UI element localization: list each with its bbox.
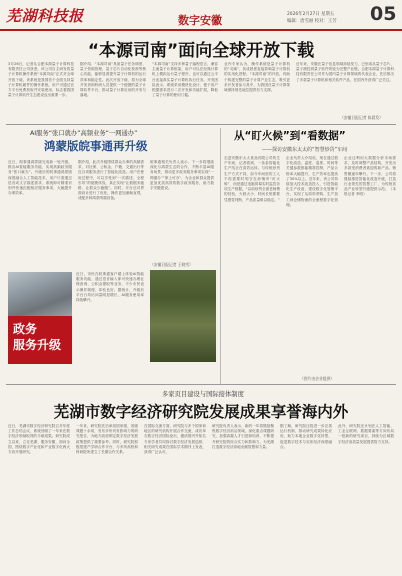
left-story-column-2: 据介绍，此次升级围绕群众办事的高频需求，对社保、公积金、户籍、交通出行等近百项服务进行了智能化改造。用户在使用过程中，可以享受到“一次描述、全程引导”的便捷体验，真正实现“让数据多跑路、让群众少跑腿”。同时，平台还对界面设计进行了优化，操作更加流畅直观，适配多种鸿蒙终端设备。	[78, 160, 144, 201]
lead-headline: “本源司南”面向全球开放下载	[87, 41, 315, 61]
left-story-column-1: 近日，皖事通鸿蒙版完成新一轮升级，推出AI智能服务功能，实现高频政务服务“张口就办”。升级后的皖事通鸿蒙版深度融合人工智能技术，用户只需通过语音或文字描述需求，系统即可精准识别并快速匹配相应服务事项，大幅提升办事效率。	[8, 160, 72, 196]
right-story-column-1: 走进安徽东太太食品有限公司的生产车间，记者看到，一条条智能化生产线正在高效运转。与传统炒货生产方式不同，如今车间里的工人不再需要时刻守在炒锅旁“盯火候”，而是通过电脑屏幕实时监控各项生产数据。“以前炒货全靠老师傅的经验，火候大小、时间长短都要凭感觉判断，产品质量难以稳定。”	[224, 156, 280, 202]
lead-column-1: 3月26日，记者从合肥本源量子计算科技有限责任公司获悉，该公司自主研发的量子计算机操作系统“本源司南”正式对全球开放下载。该系统是我国首个全面支持量子计算机硬件的操作系统，用户可通过官方平台免费获取并安装使用，标志着我国量子计算软件生态建设迈出重要一步。	[8, 62, 74, 98]
section-title: 数字安徽	[178, 14, 222, 27]
inset-headline-line-1: 政务	[13, 322, 38, 336]
inset-headline-line-2: 服务升级	[13, 338, 62, 352]
bottom-story-column-2: 一年来，研究院先后承担国家级、省级课题十余项，发布多份具有影响力的研究报告，为地方政府制定数字经济发展政策提供了重要参考。同时，研究院积极搭建产学研合作平台，与多所高校和科研院所建立了长期合作关系。	[76, 424, 138, 455]
bottom-story-column-6: 此外，研究院还计划在人工智能、工业互联网、数据要素等方向布局一批新的研究项目，持续为区域数字经济高质量发展提供智力支持。	[338, 424, 394, 444]
lead-byline: （安徽日报记者 陈晨发）	[340, 115, 383, 120]
masthead-rule	[0, 29, 402, 31]
bottom-story-headline: 芜湖市数字经济研究院发展成果享誉海内外	[53, 403, 349, 421]
lead-column-3: “本源司南”支持多种量子编程语言，兼容主流量子计算框架，用户可以在经典计算机上模拟运行量子程序，也可以通过云平台连接真实量子计算机执行任务。开发团队表示，系统采用模块化设计，便于用户根据需求进行二次开发和功能扩展，降低了量子计算的使用门槛。	[152, 62, 218, 98]
left-story-byline: （安徽日报记者 王晓雪）	[150, 262, 193, 267]
inset-photo	[8, 272, 72, 316]
lead-column-2: 据介绍，“本源司南”具备量子任务调度、量子资源管理、量子芯片自动化校准等核心功能，能够显著提升量子计算机的运行效率和稳定性。此次开放下载，将为全球开发者和科研人员提供一个便捷的量子计算软件平台，推动量子计算应用的开发与落地。	[80, 62, 146, 98]
editor-credit: 编辑：唐雪丽 校对：王芳	[287, 19, 337, 24]
bottom-story-column-3: 在国际交流方面，研究院与多个国家和地区的研究机构开展合作交流，成功举办数字经济国际论坛，邀请国内外知名专家学者共同探讨数字经济发展趋势，相关研究成果在国际学术期刊上发表，获得广泛认可。	[144, 424, 206, 455]
bottom-story-column-5: 据了解，研究院还将进一步完善运行机制，推动研究成果转化应用，助力本地企业数字化转型，促进数字技术与实体经济深度融合。	[280, 424, 332, 449]
section-divider-bottom	[6, 384, 396, 385]
right-story-headline: 从“盯火候”到“看数据”	[234, 130, 346, 142]
lead-column-5: 近年来，安徽在量子信息领域持续发力，已形成从量子芯片、量子测控到量子软件的较为完整产业链。合肥本源量子计算科技有限责任公司作为国内量子计算领域的代表企业，先后推出了多款量子计算机和相关软件产品，在国内外获得广泛关注。	[296, 62, 394, 82]
news-photo	[150, 270, 216, 362]
column-separator	[220, 128, 221, 384]
right-story-subheadline: ——探访安徽东太太的“智慧炒货”车间	[262, 147, 348, 153]
left-story-headline: 鸿蒙版皖事通再升级	[44, 139, 148, 153]
section-divider	[6, 124, 396, 125]
right-story-caption: （图片由企业提供）	[300, 376, 335, 381]
masthead-logo: 芜湖科技报	[6, 7, 84, 25]
bottom-story-column-1: 近日，芜湖市数字经济研究院召开年度工作总结会议，系统回顾了一年来在数字经济领域取得的丰硕成果。研究院成立以来，立足芜湖、服务安徽、面向全国，围绕数字产业化和产业数字化两大方向开展研究。	[8, 424, 70, 455]
issue-date: 2026年2月27日 星期五	[287, 12, 335, 17]
left-story-kicker: AI服务“张口就办”高频业务“一网通办”	[30, 130, 138, 137]
bottom-story-kicker: 多家页目建设与国际接体制度	[162, 391, 244, 398]
right-story-column-3: 企业还利用大数据分析市场需求，及时调整产品结构，开发出多款受消费者欢迎的新产品，销售额逐年攀升。下一步，公司将继续推进智能化改造升级，打造行业领先的智慧工厂，为传统食品产业转型升级提供示范。（本报记者 李明）	[344, 156, 396, 197]
bottom-story-column-4: 研究院负责人表示，新的一年将继续聚焦数字经济前沿领域，深化重点课题研究，加强高端人才引进和培养，不断提升研究院的综合实力和影响力，为芜湖打造数字经济高地贡献智慧和力量。	[212, 424, 274, 449]
inset-text: 近日，市民在皖事通客户端上体验AI智能服务功能，通过语音输入即可快速办理社保查询、公积金提取等业务，不少市民表示操作简便、体验良好。据统计，升级后平台日均访问量明显增长，AI服务使用率持续攀升。	[76, 272, 144, 303]
right-story-column-2: 企业负责人介绍说，现在通过数字化改造，温度、湿度、时间等关键参数都能精准控制，产品合格率大幅提升，生产效率也提高了30%以上。近年来，该公司持续加大技术改造投入，引进智能化生产设备，建设数字化管理平台，实现了从原料采购、生产加工到仓储物流的全流程数字化管理。	[286, 156, 338, 207]
lead-column-4: 业内专家认为，操作系统是量子计算机的“灵魂”，其成熟度直接影响量子计算机的实用化进程。“本源司南”的开放，有助于构建完整的量子计算产业生态，吸引更多开发者参与其中，为我国在量子计算领域保持领先地位提供有力支撑。	[224, 62, 290, 93]
left-story-column-3: 皖事通相关负责人表示，下一步将继续深化与鸿蒙生态的合作，不断丰富AI服务场景，推动更多政务服务事项实现“一网通办”“掌上可办”，为企业和群众提供更加优质高效的数字政务服务，助力数字安徽建设。	[150, 160, 214, 191]
page-number: 05	[370, 3, 397, 25]
